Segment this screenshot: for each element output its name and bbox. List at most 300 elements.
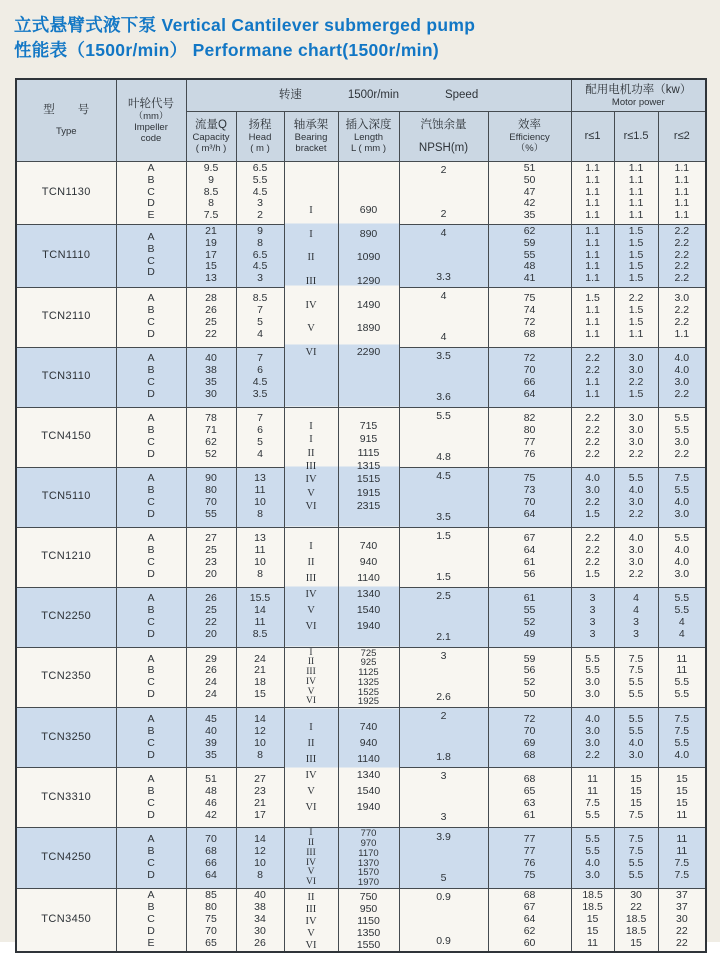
cell-line: A [147, 292, 155, 305]
cell-line: 2.2 [674, 387, 690, 400]
col-header-head [236, 111, 284, 161]
cell-line: 1.1 [585, 327, 600, 340]
motor-r15-cell [614, 287, 658, 347]
cell-line: 5 [257, 436, 263, 448]
cell-line: C [147, 436, 155, 448]
cell-line: 75 [205, 913, 217, 926]
cell-line: 5.5 [674, 736, 690, 749]
cell-line: I [309, 647, 313, 658]
efficiency-cell [488, 587, 571, 647]
cell-line: 18.5 [582, 901, 603, 914]
cell-line: 915 [359, 433, 378, 446]
cell-line: 90 [205, 472, 217, 485]
efficiency-cell [488, 889, 571, 953]
cell-line: 1170 [358, 847, 379, 859]
cell-line: 950 [359, 902, 378, 915]
cell-line: A [147, 772, 155, 785]
cell-line: 20 [205, 627, 217, 640]
cell-line: 80 [205, 901, 217, 914]
cell-line: 42 [205, 808, 217, 821]
cell-line: 65 [205, 936, 217, 949]
cell-line: 15 [586, 913, 599, 926]
capacity-cell [186, 708, 236, 768]
cell-line: VI [305, 621, 317, 633]
cell-line: 64 [523, 913, 536, 926]
cell-line: 715 [359, 420, 378, 432]
col-header-capacity [186, 111, 236, 161]
cell-line: 45 [205, 712, 217, 725]
cell-line: 1.1 [585, 224, 600, 237]
cell-line: 72 [523, 316, 536, 328]
cell-line: 1.1 [628, 173, 644, 186]
cell-line: A [147, 833, 155, 846]
cell-line: 2.2 [628, 447, 644, 460]
page-title [14, 13, 475, 63]
cell-line: 14 [254, 604, 266, 617]
cell-line: 1140 [357, 572, 380, 585]
motor-r15-cell [614, 347, 658, 407]
cell-line: 22 [675, 925, 688, 938]
cell-line: 7.5 [628, 833, 644, 846]
cell-line: 1.1 [628, 327, 644, 340]
cell-line: 69 [523, 736, 536, 749]
cell-line: 14 [254, 833, 266, 846]
cell-line: 26 [254, 936, 266, 949]
efficiency-cell [488, 647, 571, 708]
impeller-codes-cell [116, 647, 186, 708]
cell-line: 7 [257, 412, 263, 425]
cell-line: 1370 [357, 857, 380, 869]
cell-line: 67 [523, 901, 536, 914]
cell-line: 41 [523, 272, 536, 285]
cell-line: 1290 [356, 275, 381, 288]
cell-line: 5.5 [674, 592, 690, 605]
cell-line: 8 [257, 236, 263, 249]
cell-line: 4 [257, 327, 263, 340]
table-row [16, 527, 706, 587]
efficiency-cell [488, 347, 571, 407]
cell-line: III [305, 903, 317, 915]
cell-line: 2 [257, 209, 263, 222]
head-header-en: Head [248, 132, 272, 143]
cell-line: 52 [523, 616, 536, 628]
length-cell [338, 161, 399, 407]
cell-line: 70 [523, 724, 536, 737]
capacity-cell [186, 889, 236, 953]
cell-line: 15 [630, 936, 642, 949]
cell-line: 4 [633, 604, 639, 617]
cell-line: 4 [678, 616, 685, 628]
cell-line: 11 [587, 784, 599, 797]
speed-header-value: 1500r/min [347, 89, 399, 102]
impeller-codes-cell [116, 587, 186, 647]
cell-line: 62 [205, 436, 217, 448]
cell-line: 7.5 [674, 712, 690, 725]
cell-line: 5 [257, 316, 263, 328]
cell-line: 4.0 [585, 472, 600, 485]
bracket-header-en1: Bearing [294, 132, 328, 143]
bracket-stack [285, 528, 338, 646]
motor-r15-cell [614, 828, 658, 889]
cell-line: 940 [359, 736, 378, 749]
cell-line: 2.2 [674, 260, 690, 273]
cell-line: 15 [254, 688, 266, 701]
cell-line: 7.5 [674, 472, 690, 485]
motor-r1-cell [571, 708, 614, 768]
npsh-top-value: 4 [440, 226, 447, 239]
cell-line: D [147, 688, 155, 701]
cell-line: 75 [523, 472, 536, 485]
cell-line: 80 [523, 424, 536, 437]
length-stack [339, 163, 399, 405]
model-label: TCN5110 [41, 490, 91, 503]
head-cell [236, 708, 284, 768]
motor-r1-cell [571, 647, 614, 708]
col-header-length [338, 111, 399, 161]
impeller-codes-cell [116, 161, 186, 224]
npsh-bottom-value: 3.6 [436, 390, 451, 403]
model-label: TCN2110 [41, 310, 91, 323]
cell-line: 5.5 [252, 173, 268, 186]
cell-line: 1325 [357, 676, 380, 688]
length-header-unit: L ( mm ) [350, 143, 386, 154]
cell-line: 2.2 [628, 376, 644, 388]
cell-line: 890 [359, 227, 378, 240]
cell-line: 64 [523, 544, 536, 557]
motor-r15-cell [614, 161, 658, 224]
cell-line: 68 [523, 327, 536, 340]
cell-line: 11 [254, 616, 266, 628]
cell-line: IV [305, 857, 317, 868]
cell-line: V [307, 867, 315, 878]
type-header-en: Type [55, 126, 77, 138]
cell-line: 1150 [357, 914, 380, 927]
cell-line: 1340 [356, 768, 381, 781]
cell-line: 70 [205, 496, 217, 508]
bracket-stack [285, 709, 338, 827]
capacity-cell [186, 347, 236, 407]
cell-line: 15.5 [249, 592, 271, 605]
cell-line: 77 [523, 833, 536, 846]
model-label: TCN4250 [41, 851, 92, 864]
cell-line: 1490 [356, 298, 381, 311]
cell-line: A [147, 352, 155, 365]
length-cell [338, 889, 399, 953]
model-label: TCN1110 [42, 248, 91, 261]
table-row [16, 407, 706, 467]
cell-line: 15 [675, 796, 688, 809]
cell-line: 3.0 [628, 352, 644, 365]
cell-line: 740 [359, 540, 378, 552]
impeller-header-en2: code [140, 132, 162, 144]
cell-line: 18 [254, 676, 266, 689]
cell-line: 30 [254, 925, 266, 938]
cell-line: 4.0 [628, 532, 644, 545]
page-title-line1: 立式悬臂式液下泵 Vertical Cantilever submerged pump [14, 15, 476, 35]
cell-line: II [307, 657, 315, 668]
cell-line: 5.5 [674, 688, 690, 701]
cell-line: 26 [205, 664, 217, 677]
cell-line: 29 [205, 652, 217, 665]
model-cell [16, 768, 116, 828]
cell-line: 21 [254, 664, 266, 677]
cell-line: B [147, 304, 155, 317]
cell-line: 75 [523, 292, 536, 305]
cell-line: 37 [675, 889, 688, 902]
cell-line: 71 [205, 424, 217, 437]
bracket-stack [285, 163, 338, 405]
npsh-values [400, 708, 488, 767]
npsh-values [400, 588, 488, 647]
cell-line: 18.5 [625, 925, 647, 938]
cell-line: 11 [254, 544, 266, 557]
cell-line: 10 [254, 736, 266, 749]
cell-line: 2.2 [585, 412, 600, 425]
type-header-zh: 型 号 [43, 104, 90, 117]
cell-line: D [147, 808, 155, 821]
cell-line: 3.0 [628, 412, 644, 425]
cell-line: VI [305, 347, 317, 359]
cell-line: 13 [254, 472, 266, 485]
motor-r15-cell [614, 768, 658, 828]
npsh-cell [399, 467, 488, 527]
cell-line: 12 [254, 845, 266, 858]
npsh-top-value: 2.5 [436, 589, 451, 602]
cell-line: 17 [205, 248, 217, 261]
cell-line: 7.5 [674, 869, 690, 882]
impeller-header-mm: （mm） [133, 110, 169, 122]
cell-line: 1890 [356, 322, 381, 335]
capacity-cell [186, 161, 236, 224]
model-cell [16, 161, 116, 224]
cell-line: 2.2 [585, 532, 600, 545]
impeller-codes-cell [116, 224, 186, 287]
cell-line: 4 [678, 627, 685, 640]
cell-line: 23 [254, 784, 266, 797]
cell-line: 4.0 [674, 544, 690, 557]
cell-line: 76 [523, 857, 536, 870]
cell-line: 1315 [356, 460, 381, 473]
motor-r15-cell [614, 407, 658, 467]
cell-line: 73 [523, 484, 536, 497]
cell-line: C [147, 616, 155, 628]
cell-line: 3.0 [674, 507, 690, 520]
speed-header-en: Speed [444, 89, 479, 102]
cell-line: 28 [205, 292, 217, 305]
cell-line: 1.1 [585, 197, 600, 210]
cell-line: 940 [359, 556, 378, 569]
length-stack [339, 528, 399, 646]
capacity-cell [186, 224, 236, 287]
cell-line: 68 [523, 889, 536, 902]
cell-line: VI [305, 501, 317, 513]
motor-r15-cell [614, 647, 658, 708]
cell-line: 72 [523, 712, 536, 725]
table-header [16, 79, 706, 161]
impeller-codes-cell [116, 768, 186, 828]
cell-line: 3.0 [628, 436, 644, 448]
cell-line: 7 [257, 304, 263, 317]
cell-line: 3.0 [628, 556, 644, 568]
cell-line: 1.1 [585, 236, 600, 249]
cell-line: A [147, 592, 155, 605]
cell-line: I [309, 205, 313, 216]
cell-line: 1.5 [628, 304, 644, 317]
npsh-top-value: 5.5 [436, 409, 451, 422]
cell-line: 2290 [356, 346, 381, 359]
cell-line: 70 [205, 925, 217, 938]
cell-line: IV [305, 299, 317, 311]
npsh-cell [399, 161, 488, 224]
cell-line: 3.0 [628, 748, 644, 761]
cell-line: 64 [523, 507, 536, 520]
cell-line: 5.5 [585, 664, 600, 677]
cell-line: 5.5 [674, 676, 690, 689]
cell-line: 38 [254, 901, 266, 914]
npsh-top-value: 3 [440, 770, 447, 783]
cell-line: 1.1 [628, 197, 644, 210]
capacity-cell [186, 828, 236, 889]
motor-r1-cell [571, 224, 614, 287]
cell-line: 925 [360, 657, 377, 669]
cell-line: 70 [205, 833, 217, 846]
model-cell [16, 224, 116, 287]
cell-line: IV [305, 589, 317, 601]
cell-line: 1570 [357, 867, 380, 879]
cell-line: C [147, 857, 155, 870]
cell-line: 3 [633, 616, 639, 628]
cell-line: 7.5 [674, 857, 690, 870]
cell-line: 51 [523, 161, 536, 174]
npsh-top-value: 3 [440, 649, 447, 662]
cell-line: 68 [523, 772, 536, 785]
model-label: TCN3450 [41, 913, 92, 926]
motor-r15-cell [614, 587, 658, 647]
efficiency-cell [488, 407, 571, 467]
cell-line: 30 [675, 913, 688, 926]
efficiency-cell [488, 768, 571, 828]
cell-line: 1.1 [674, 161, 690, 174]
efficiency-cell [488, 828, 571, 889]
model-label: TCN4150 [41, 430, 92, 443]
npsh-values [400, 648, 488, 707]
cell-line: 37 [675, 901, 688, 914]
cell-line: 3.0 [585, 724, 600, 737]
cell-line: C [147, 316, 155, 328]
model-cell [16, 467, 116, 527]
cell-line: 11 [676, 845, 688, 858]
cell-line: C [147, 376, 155, 388]
length-cell [338, 647, 399, 708]
cell-line: V [307, 487, 315, 499]
npsh-top-value: 3.5 [436, 349, 451, 362]
cell-line: I [309, 828, 313, 839]
npsh-top-value: 4 [440, 289, 447, 302]
cell-line: 2.2 [585, 364, 600, 377]
cell-line: 1.5 [628, 316, 644, 328]
cell-line: II [307, 447, 315, 459]
cell-line: IV [305, 676, 317, 687]
impeller-codes-cell [116, 708, 186, 768]
cell-line: 1550 [356, 938, 381, 951]
model-cell [16, 587, 116, 647]
cell-line: IV [305, 915, 317, 927]
head-cell [236, 467, 284, 527]
npsh-top-value: 4.5 [436, 469, 451, 482]
capacity-cell [186, 407, 236, 467]
cell-line: 11 [587, 936, 599, 949]
cell-line: 26 [205, 304, 217, 317]
cell-line: 13 [205, 272, 217, 285]
cell-line: 12 [254, 724, 266, 737]
head-cell [236, 287, 284, 347]
impeller-codes-cell [116, 527, 186, 587]
cell-line: 50 [523, 688, 536, 701]
bearing-bracket-cell [284, 527, 338, 647]
cell-line: 4.0 [628, 484, 644, 497]
cell-line: 25 [205, 544, 217, 557]
cell-line: 5.5 [585, 833, 600, 846]
cell-line: 2.2 [674, 304, 690, 317]
cell-line: D [147, 567, 155, 580]
impeller-header-zh: 叶轮代号 [128, 97, 174, 110]
cell-line: I [309, 421, 313, 432]
r2-header-label: r≤2 [673, 130, 690, 142]
cell-line: 7.5 [628, 652, 644, 665]
motor-r2-cell [658, 161, 706, 224]
cell-line: II [307, 838, 315, 849]
efficiency-cell [488, 287, 571, 347]
cell-line: 30 [630, 889, 642, 902]
cell-line: 17 [254, 808, 266, 821]
npsh-values [400, 162, 488, 224]
cell-line: 3.0 [674, 292, 690, 305]
cell-line: 11 [676, 808, 688, 821]
impeller-header-en1: Impeller [134, 121, 168, 133]
cell-line: A [147, 161, 155, 174]
bracket-stack [285, 889, 338, 951]
cell-line: 35 [205, 376, 217, 388]
cell-line: 1525 [357, 686, 380, 698]
cell-line: 1.1 [628, 209, 644, 222]
col-header-impeller [116, 79, 186, 161]
cell-line: III [305, 753, 317, 765]
cell-line: D [147, 507, 155, 520]
cell-line: 8 [257, 507, 263, 520]
cell-line: IV [305, 769, 317, 781]
cell-line: D [147, 197, 155, 210]
cell-line: 8 [257, 567, 263, 580]
cell-line: 3 [589, 627, 596, 640]
cell-line: 2.2 [674, 236, 690, 249]
motor-r15-cell [614, 224, 658, 287]
cell-line: 8 [208, 197, 214, 210]
cell-line: 68 [205, 845, 217, 858]
cell-line: 6.5 [252, 248, 268, 261]
cell-line: 11 [254, 484, 266, 497]
cell-line: 2.2 [674, 224, 690, 237]
cell-line: C [147, 676, 155, 689]
cell-line: 6.5 [252, 161, 268, 174]
length-stack [339, 648, 399, 708]
cell-line: 24 [205, 676, 217, 689]
cell-line: 13 [254, 532, 266, 545]
cell-line: 40 [254, 889, 266, 902]
bracket-header-zh: 轴承架 [293, 119, 329, 131]
npsh-top-value: 2 [440, 163, 447, 176]
cell-line: 27 [205, 532, 217, 545]
cell-line: D [147, 925, 155, 938]
